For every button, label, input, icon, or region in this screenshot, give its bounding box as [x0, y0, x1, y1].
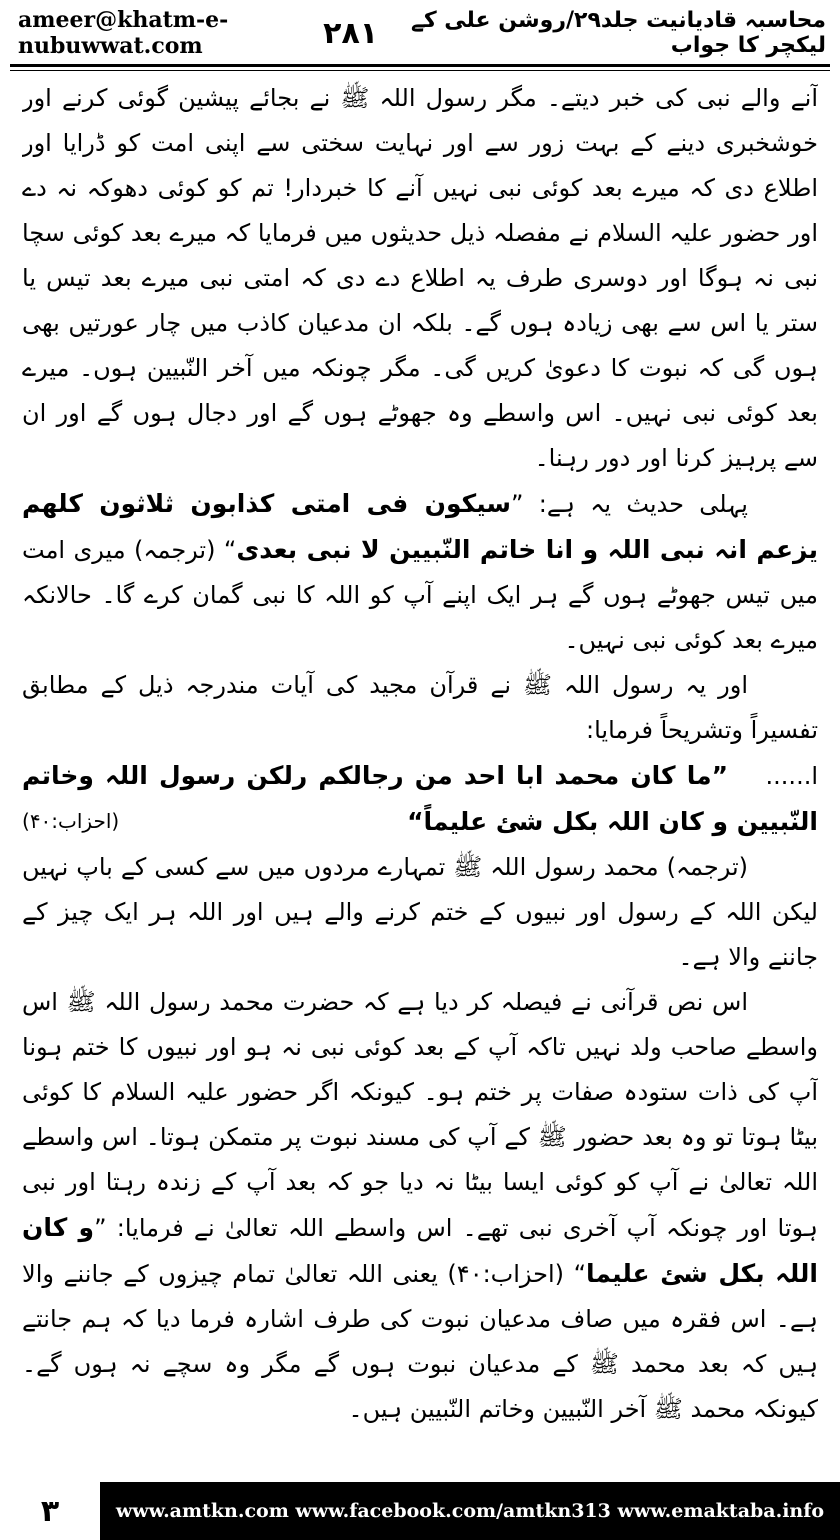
page-header: [0, 0, 840, 66]
header-page-number: ۲۸۱: [323, 15, 379, 51]
quran-verse-block: [22, 753, 818, 845]
header-right: [323, 8, 826, 58]
page-footer: [0, 1482, 840, 1540]
footer-page-number: ۳: [0, 1482, 100, 1540]
hadith-intro: پہلی حدیث یہ ہے: ”: [511, 490, 748, 518]
paragraph-1: آنے والے نبی کی خبر دیتے۔ مگر رسول اللہ ﷺ نے بجائے پیشین گوئی کرنے اور خوشخبری دینے کے بہت زور سے اور نہایت سختی سے اپنی امت کو ڈرایا اور اطلاع دی کہ میرے بعد کوئی نبی نہیں آنے کا خبردار! تم کو کوئی دھوکہ نہ دے اور حضور علیہ السلام نے مفصلہ ذیل حدیثوں میں فرمایا کہ میرے بعد کوئی سچا نبی نہ ہوگا اور دوسری طرف یہ اطلاع دے دی کہ امتی نبی میرے بعد تیس یا ستر یا اس سے بھی زیادہ ہوں گے۔ بلکہ ان مدعیان کاذب میں چار عورتیں بھی ہوں گی کہ نبوت کا دعویٰ کریں گی۔ مگر چونکہ میں آخر النّبیین ہوں۔ میرے بعد کوئی نبی نہیں۔ اس واسطے وہ جھوٹے ہوں گے اور دجال ہوں گے اور ان سے پرہیز کرنا اور دور رہنا۔: [22, 84, 818, 472]
page-content: [22, 76, 818, 1461]
header-email: ameer@khatm-e-nubuwwat.com: [18, 7, 229, 59]
paragraph-4: (ترجمہ) محمد رسول اللہ ﷺ تمہارے مردوں میں سے کسی کے باپ نہیں لیکن اللہ کے رسول اور نبیوں کے ختم کرنے والے ہیں اور اللہ ہر ایک چیز کے جاننے والا ہے۔: [22, 853, 818, 971]
hadith-arabic: سیکون فی امتی کذابون ثلاثون کلهم یزعم انہ نبی اللہ و انا خاتم النّبیین لا نبی بعدی: [22, 489, 818, 564]
book-title: محاسبہ قادیانیت جلد۲۹/روشن علی کے لیکچر کا جواب: [410, 8, 826, 58]
paragraph-5-rest: “ (احزاب:۴۰) یعنی اللہ تعالیٰ تمام چیزوں کے جاننے والا ہے۔ اس فقرہ میں صاف مدعیان نبوت کی طرف اشارہ فرما دیا کہ ہم جانتے ہیں کہ بعد محمد ﷺ کے مدعیان نبوت ہوں گے مگر وہ سچے نہ ہوں گے۔ کیونکہ محمد ﷺ آخر النّبیین وخاتم النّبیین ہیں۔: [22, 1260, 818, 1423]
quran-reference: (احزاب:۴۰): [22, 809, 120, 833]
verse-number: ا......: [765, 762, 818, 790]
paragraph-hadith: [22, 481, 818, 663]
quran-verse: ”ما کان محمد ابا احد من رجالکم رلکن رسول اللہ وخاتم النّبیین و کان اللہ بکل شئ علیماً“: [22, 761, 818, 836]
paragraph-5-arabic: و کان اللہ بکل شئ علیما: [22, 1213, 818, 1288]
footer-links: www.amtkn.com www.facebook.com/amtkn313 www.emaktaba.info: [100, 1482, 840, 1540]
header-divider: [10, 64, 830, 71]
hadith-translation: “ (ترجمہ) میری امت میں تیس جھوٹے ہوں گے ہر ایک اپنے آپ کو اللہ کا نبی گمان کرے گا۔ حالانکہ میرے بعد کوئی نبی نہیں۔: [22, 536, 818, 654]
paragraph-5-text: اس نص قرآنی نے فیصلہ کر دیا ہے کہ حضرت محمد رسول اللہ ﷺ اس واسطے صاحب ولد نہیں تاکہ آپ کے بعد کوئی نبی نہ ہو اور نبیوں کا ختم ہونا آپ کی ذات ستودہ صفات پر ختم ہو۔ کیونکہ اگر حضور علیہ السلام کا کوئی بیٹا ہوتا تو وہ بعد حضور ﷺ کے آپ کی مسند نبوت پر متمکن ہوتا۔ اس واسطے اللہ تعالیٰ نے آپ کو کوئی ایسا بیٹا نہ دیا جو کہ بعد آپ کے زندہ رہتا اور نبی ہوتا اور چونکہ آپ آخری نبی تھے۔ اس واسطے اللہ تعالیٰ نے فرمایا: ”: [22, 988, 818, 1242]
paragraph-5: [22, 980, 818, 1432]
paragraph-3: اور یہ رسول اللہ ﷺ نے قرآن مجید کی آیات مندرجہ ذیل کے مطابق تفسیراً وتشریحاً فرمایا:: [22, 671, 818, 744]
